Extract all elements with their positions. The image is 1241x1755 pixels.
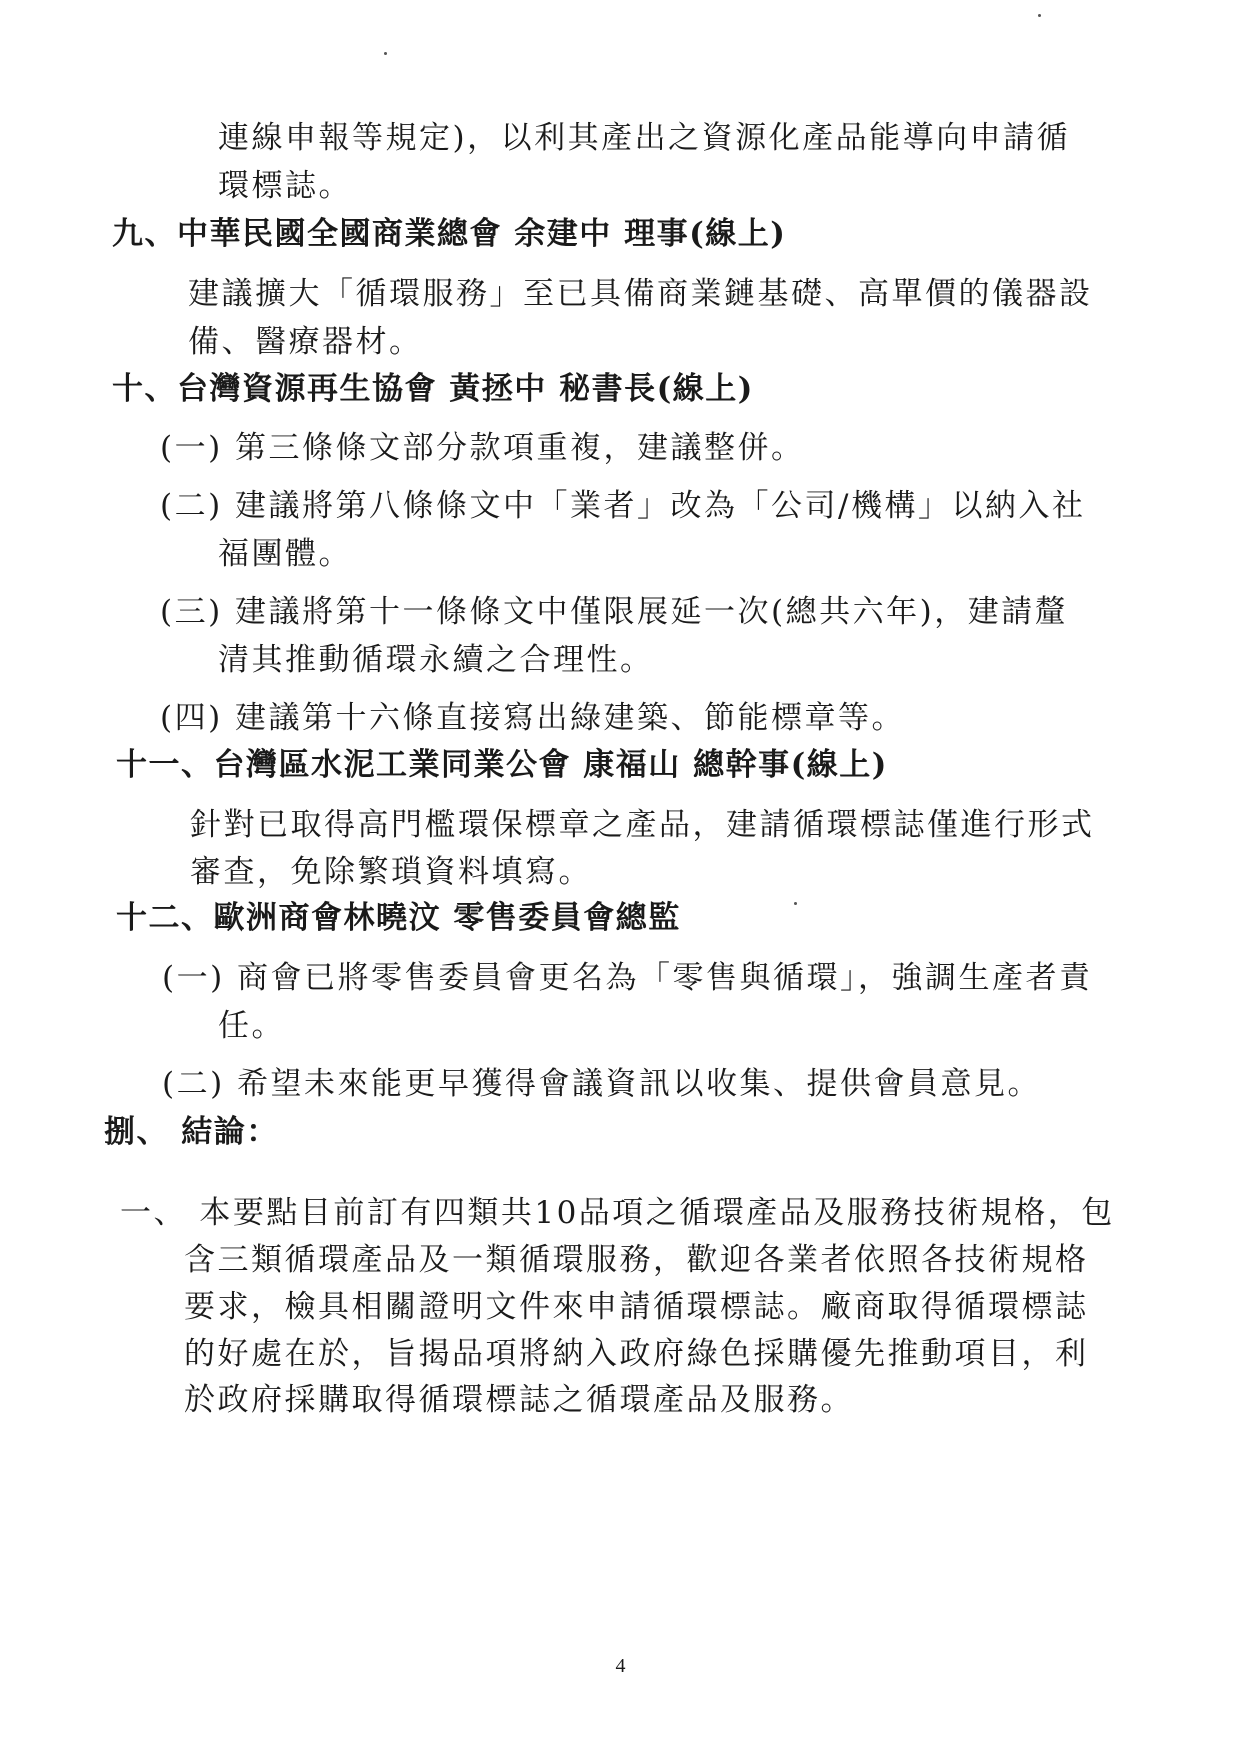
item10-sub3-line-1: (三) 建議將第十一條條文中僅限展延一次(總共六年)，建請釐 <box>160 594 1069 630</box>
item11-line-2: 審查，免除繁瑣資料填寫。 <box>190 854 592 890</box>
page-number: 4 <box>615 1655 626 1677</box>
item12-sub1-line-2: 任。 <box>218 1008 285 1044</box>
item11-heading: 十一、台灣區水泥工業同業公會 康福山 總幹事(線上) <box>116 747 888 783</box>
item12-sub1-line-1: (一) 商會已將零售委員會更名為「零售與循環」，強調生產者責 <box>162 960 1093 996</box>
item12-sub2: (二) 希望未來能更早獲得會議資訊以收集、提供會員意見。 <box>162 1066 1042 1102</box>
item10-sub2-line-1: (二) 建議將第八條條文中「業者」改為「公司/機構」以納入社 <box>160 488 1086 524</box>
conclusion-line-5: 於政府採購取得循環標誌之循環產品及服務。 <box>184 1382 854 1418</box>
item10-sub1: (一) 第三條條文部分款項重複，建議整併。 <box>160 430 805 466</box>
conclusion-heading: 捌、 結論： <box>104 1114 279 1150</box>
item10-heading: 十、台灣資源再生協會 黃拯中 秘書長(線上) <box>112 371 754 407</box>
conclusion-line-2: 含三類循環產品及一類循環服務，歡迎各業者依照各技術規格 <box>184 1242 1089 1278</box>
conclusion-line-3: 要求，檢具相關證明文件來申請循環標誌。廠商取得循環標誌 <box>184 1289 1089 1325</box>
scan-speck <box>1038 14 1041 17</box>
item10-sub2-line-2: 福團體。 <box>218 536 352 572</box>
item12-heading: 十二、歐洲商會林曉汶 零售委員會總監 <box>116 900 681 936</box>
item9-heading: 九、中華民國全國商業總會 余建中 理事(線上) <box>112 216 787 252</box>
item10-sub3-line-2: 清其推動循環永續之合理性。 <box>218 642 654 678</box>
item9-line-2: 備、醫療器材。 <box>188 324 423 360</box>
conclusion-line-4: 的好處在於，旨揭品項將納入政府綠色採購優先推動項目，利 <box>184 1336 1089 1372</box>
continuation-line-2: 環標誌。 <box>218 168 352 204</box>
scan-speck <box>794 902 797 905</box>
scan-speck <box>384 52 387 55</box>
item10-sub4: (四) 建議第十六條直接寫出綠建築、節能標章等。 <box>160 700 906 736</box>
item9-line-1: 建議擴大「循環服務」至已具備商業鏈基礎、高單價的儀器設 <box>188 276 1093 312</box>
item11-line-1: 針對已取得高門檻環保標章之產品，建請循環標誌僅進行形式 <box>190 807 1095 843</box>
conclusion-line-1: 一、 本要點目前訂有四類共10品項之循環產品及服務技術規格，包 <box>120 1195 1115 1231</box>
continuation-line-1: 連線申報等規定)，以利其產出之資源化產品能導向申請循 <box>218 120 1071 156</box>
